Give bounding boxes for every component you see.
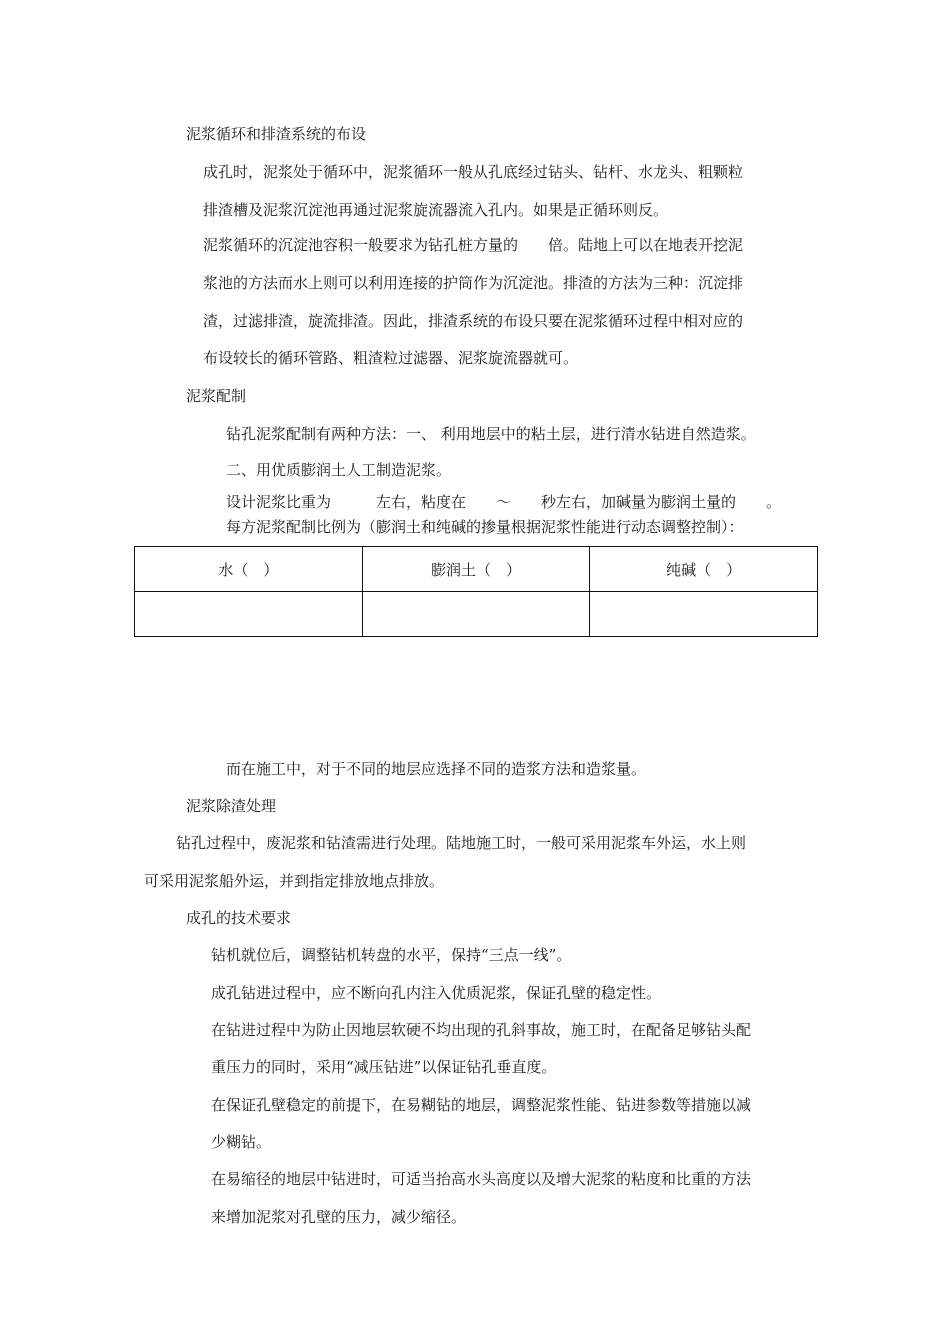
paragraph-line: 泥浆循环的沉淀池容积一般要求为钻孔桩方量的 倍。陆地上可以在地表开挖泥 <box>203 236 744 254</box>
heading-hole-requirements: 成孔的技术要求 <box>186 909 292 927</box>
table-cell <box>362 592 590 637</box>
paragraph-line: 设计泥浆比重为 左右，粘度在 ～ 秒左右，加碱量为膨润土量的 。 <box>226 493 782 511</box>
paragraph-line: 钻机就位后，调整钻机转盘的水平，保持“三点一线”。 <box>211 946 572 964</box>
table-header-cell: 纯碱（ ） <box>590 547 818 592</box>
paragraph-line: 二、用优质膨润土人工制造泥浆。 <box>226 461 452 479</box>
paragraph-line: 在保证孔壁稳定的前提下，在易糊钻的地层，调整泥浆性能、钻进参数等措施以减 <box>211 1096 752 1114</box>
paragraph-line: 钻孔泥浆配制有两种方法：一、 利用地层中的粘土层，进行清水钻进自然造浆。 <box>226 425 756 443</box>
paragraph-line: 在钻进过程中为防止因地层软硬不均出现的孔斜事故，施工时，在配备足够钻头配 <box>211 1021 752 1039</box>
heading-slurry-preparation: 泥浆配制 <box>186 387 247 405</box>
paragraph-line: 成孔钻进过程中，应不断向孔内注入优质泥浆，保证孔壁的稳定性。 <box>211 984 662 1002</box>
table-header-cell: 膨润土（ ） <box>362 547 590 592</box>
heading-slurry-circulation: 泥浆循环和排渣系统的布设 <box>186 125 367 143</box>
paragraph-line: 而在施工中，对于不同的地层应选择不同的造浆方法和造浆量。 <box>226 760 647 778</box>
paragraph-line: 钻孔过程中，废泥浆和钻渣需进行处理。陆地施工时，一般可采用泥浆车外运，水上则 <box>176 834 747 852</box>
paragraph-line: 成孔时，泥浆处于循环中，泥浆循环一般从孔底经过钻头、钻杆、水龙头、粗颗粒 <box>203 163 744 181</box>
paragraph-line: 每方泥浆配制比例为（膨润土和纯碱的掺量根据泥浆性能进行动态调整控制）： <box>226 518 744 536</box>
mix-ratio-table <box>134 546 818 637</box>
table-cell <box>590 592 818 637</box>
paragraph-line: 重压力的同时，采用“减压钻进”以保证钻孔垂直度。 <box>211 1058 557 1076</box>
paragraph-line: 在易缩径的地层中钻进时，可适当抬高水头高度以及增大泥浆的粘度和比重的方法 <box>211 1170 752 1188</box>
paragraph-line: 来增加泥浆对孔壁的压力，减少缩径。 <box>211 1208 467 1226</box>
paragraph-line: 浆池的方法而水上则可以利用连接的护筒作为沉淀池。排渣的方法为三种：沉淀排 <box>203 274 744 292</box>
table-cell <box>135 592 363 637</box>
heading-slag-removal: 泥浆除渣处理 <box>186 797 277 815</box>
table-row <box>135 592 818 637</box>
paragraph-line: 可采用泥浆船外运，并到指定排放地点排放。 <box>144 872 445 890</box>
paragraph-line: 布设较长的循环管路、粗渣粒过滤器、泥浆旋流器就可。 <box>203 349 579 367</box>
paragraph-line: 排渣槽及泥浆沉淀池再通过泥浆旋流器流入孔内。如果是正循环则反。 <box>203 201 669 219</box>
paragraph-line: 渣，过滤排渣，旋流排渣。因此，排渣系统的布设只要在泥浆循环过程中相对应的 <box>203 312 744 330</box>
table-header-row <box>135 547 818 592</box>
paragraph-line: 少糊钻。 <box>211 1133 272 1151</box>
table-header-cell: 水（ ） <box>135 547 363 592</box>
